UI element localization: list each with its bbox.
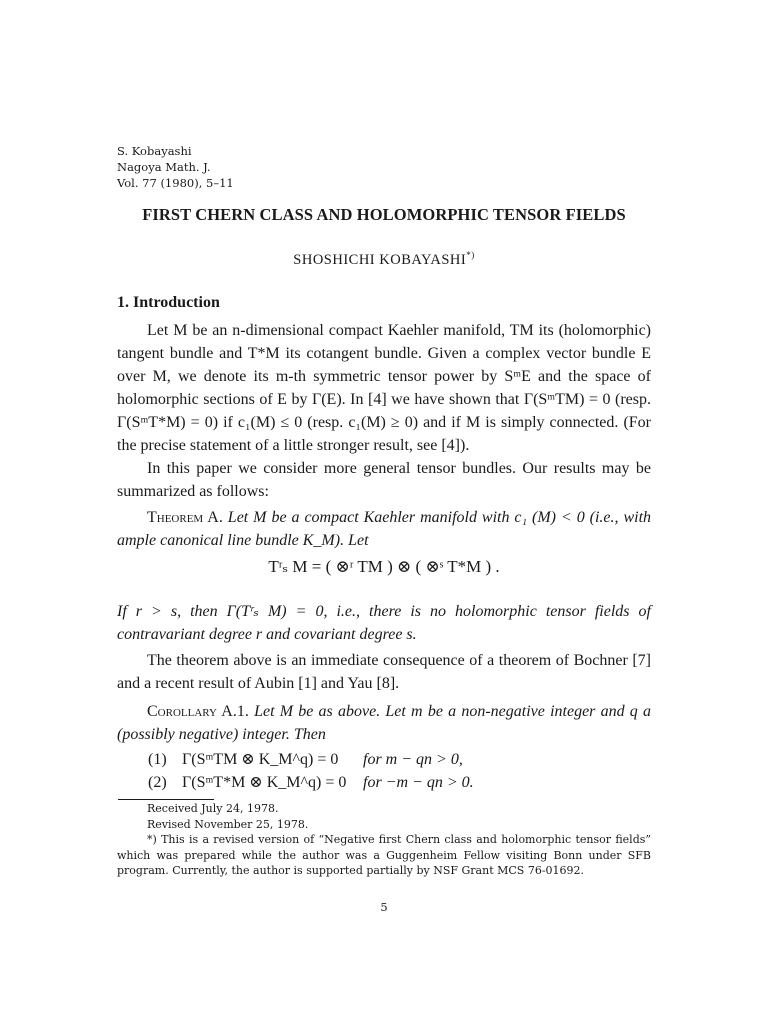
- section-heading: 1. Introduction: [117, 294, 220, 311]
- theorem-continuation: [117, 600, 651, 646]
- header-volume: Vol. 77 (1980), 5–11: [117, 176, 234, 190]
- intro-block-2: [117, 457, 651, 503]
- theorem-label: Theorem A.: [147, 509, 223, 526]
- remark-block: [117, 649, 651, 695]
- theorem-continuation-block: [117, 600, 651, 646]
- paper-title: FIRST CHERN CLASS AND HOLOMORPHIC TENSOR FIELDS: [142, 205, 626, 224]
- footnote-note: *) This is a revised version of “Negative first Chern class and holomorphic tensor fields” which was prepared while the author was a Guggenheim Fellow visiting Bonn under SFB program. Currently, the author is supported partially by NSF Grant MCS 76-01692.: [117, 833, 651, 877]
- theorem-block: [117, 506, 651, 552]
- corollary-text: Let M be as above. Let m be a non-negative integer and q a (possibly negative) integer. Then: [117, 703, 652, 743]
- intro-paragraph-2: In this paper we consider more general tensor bundles. Our results may be summarized as follows:: [117, 460, 651, 500]
- equation-condition: for −m − qn > 0.: [363, 774, 474, 791]
- corollary-statement: [117, 700, 651, 746]
- equation-condition: for m − qn > 0,: [363, 751, 463, 768]
- equation-expression: Γ(SᵐTM ⊗ K_M^q) = 0: [182, 751, 339, 768]
- tensor-formula: Tʳₛ M = ( ⊗ʳ TM ) ⊗ ( ⊗ˢ T*M ) .: [268, 557, 500, 576]
- equation-number: (1): [148, 751, 167, 768]
- footnote-revised: Revised November 25, 1978.: [147, 817, 309, 831]
- equation-expression: Γ(SᵐT*M ⊗ K_M^q) = 0: [182, 774, 347, 791]
- footnote-rule: [118, 799, 214, 800]
- intro-paragraph: Let M be an n-dimensional compact Kaehler manifold, TM its (holomorphic) tangent bundle and T*M its cotangent bundle. Given a complex vector bundle E over M, we denote its m-th symmetric tensor power by SᵐE and the space of holomorphic sections of E by Γ(E). In [4] we have shown that Γ(SᵐTM) = 0 (resp. Γ(SᵐT*M) = 0) if c₁(M) ≤ 0 (resp. c₁(M) ≥ 0) and if M is simply connected. (For the precise statement of a little stronger result, see [4]).: [117, 322, 651, 454]
- journal-header: [117, 143, 234, 191]
- page-number: 5: [380, 900, 388, 914]
- theorem-text: Let M be a compact Kaehler manifold with c₁ (M) < 0 (i.e., with ample canonical line bundle K_M). Let: [117, 509, 652, 549]
- header-journal: Nagoya Math. J.: [117, 160, 211, 174]
- intro-block: [117, 319, 651, 457]
- paper-author: [0, 250, 768, 269]
- theorem-continuation-text: If r > s, then Γ(Tʳₛ M) = 0, i.e., there is no holomorphic tensor fields of contravariant degree r and covariant degree s.: [117, 603, 651, 643]
- footnote-received: Received July 24, 1978.: [147, 802, 279, 815]
- footnotes: [117, 801, 651, 879]
- equation-number: (2): [148, 774, 167, 791]
- remark-paragraph: The theorem above is an immediate consequence of a theorem of Bochner [7] and a recent result of Aubin [1] and Yau [8].: [117, 652, 651, 692]
- author-footnote-mark: *): [466, 250, 475, 260]
- theorem-statement: [117, 506, 651, 552]
- corollary-block: [117, 700, 651, 746]
- corollary-label: Corollary A.1.: [147, 703, 249, 720]
- author-name: SHOSHICHI KOBAYASHI: [293, 251, 467, 268]
- header-author: S. Kobayashi: [117, 144, 192, 158]
